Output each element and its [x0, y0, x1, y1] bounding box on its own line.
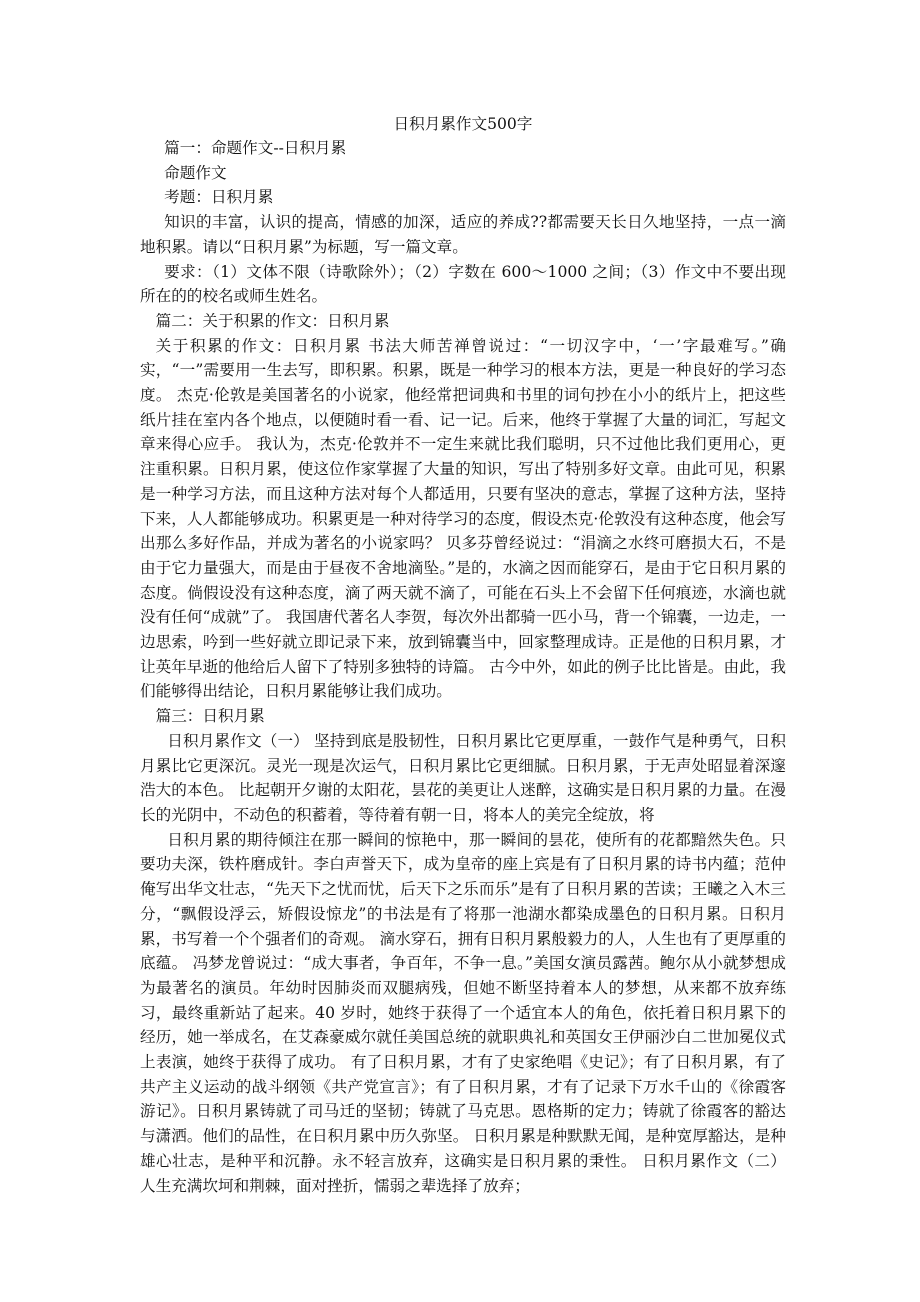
- document-title: 日积月累作文500字: [393, 115, 533, 133]
- section-three-heading: 篇三：日积月累: [155, 707, 265, 726]
- document-page: [140, 112, 786, 1198]
- paragraph: 知识的丰富，认识的提高，情感的加深，适应的养成??都需要天长日久地坚持，一点一滴地积累。请以“日积月累”为标题，写一篇文章。: [140, 213, 786, 256]
- section-two-heading: 篇二：关于积累的作文：日积月累: [155, 311, 390, 330]
- section-one-heading: 篇一：命题作文--日积月累: [164, 139, 347, 157]
- paragraph: 要求：（1）文体不限（诗歌除外）；（2）字数在 600～1000 之间；（3）作文中不要出现所在的的校名或师生姓名。: [140, 262, 786, 306]
- paragraph: 关于积累的作文：日积月累 书法大师苦禅曾说过：“一切汉字中，‘一’字最难写。”确实，“一”需要用一生去写，即积累。积累，既是一种学习的根本方法，更是一种良好的学习态度。 杰克·伦敦是美国著名的小说家，他经常把词典和书里的词句抄在小小的纸片上，把这些纸片挂在室内各个地点，以便随时看一看、记一记。后来，他终于掌握了大量的词汇，写起文章来得心应手。 我认为，杰克·伦敦并不一定生来就比我们聪明，只不过他比我们更用心，更注重积累。日积月累，使这位作家掌握了大量的知识，写出了特别多好文章。由此可见，积累是一种学习方法，而且这种方法对每个人都适用，只要有坚决的意志，掌握了这种方法，坚持下来，人人都能够成功。积累更是一种对待学习的态度，假设杰克·伦敦没有这种态度，他会写出那么多好作品，并成为著名的小说家吗？ 贝多芬曾经说过：“涓滴之水终可磨损大石，不是由于它力量强大，而是由于昼夜不舍地滴坠。”是的，水滴之因而能穿石，是由于它日积月累的态度。倘假设没有这种态度，滴了两天就不滴了，可能在石头上不会留下任何痕迹，水滴也就没有任何“成就”了。 我国唐代著名人李贺，每次外出都骑一匹小马，背一个锦囊，一边走，一边思索，吟到一些好就立即记录下来，放到锦囊当中，回家整理成诗。正是他的日积月累，才让英年早逝的他给后人留下了特别多独特的诗篇。 古今中外，如此的例子比比皆是。由此，我们能够得出结论，日积月累能够让我们成功。: [140, 336, 786, 701]
- paragraph: 考题：日积月累: [164, 188, 274, 207]
- paragraph: 日积月累作文（一） 坚持到底是股韧性，日积月累比它更厚重，一鼓作气是种勇气，日积月累比它更深沉。灵光一现是次运气，日积月累比它更细腻。日积月累，于无声处昭显着深邃浩大的本色。 比起朝开夕谢的太阳花，昙花的美更让人迷醉，这确实是日积月累的力量。在漫长的光阴中，不动色的积蓄着，等待着有朝一日，将本人的美完全绽放，将: [140, 731, 786, 824]
- paragraph: 日积月累的期待倾注在那一瞬间的惊艳中，那一瞬间的昙花，使所有的花都黯然失色。只要功夫深，铁杵磨成针。李白声誉天下，成为皇帝的座上宾是有了日积月累的诗书内蕴；范仲俺写出华文壮志，“先天下之忧而忧，后天下之乐而乐”是有了日积月累的苦读；王曦之入木三分，“飘假设浮云，矫假设惊龙”的书法是有了将那一池湖水都染成墨色的日积月累。日积月累，书写着一个个强者们的奇观。 滴水穿石，拥有日积月累般毅力的人，人生也有了更厚重的底蕴。 冯梦龙曾说过：“成大事者，争百年，不争一息。”美国女演员露茜。鲍尔从小就梦想成为最著名的演员。年幼时因肺炎而双腿病残，但她不断坚持着本人的梦想，从来都不放弃练习，最终重新站了起来。40 岁时，她终于获得了一个适宜本人的角色，依托着日积月累下的经历，她一举成名，在艾森豪威尔就任美国总统的就职典礼和英国女王伊丽沙白二世加冕仪式上表演，她终于获得了成功。 有了日积月累，才有了史家绝唱《史记》；有了日积月累，有了共产主义运动的战斗纲领《共产党宣言》；有了日积月累，才有了记录下万水千山的《徐霞客游记》。日积月累铸就了司马迁的坚韧；铸就了马克思。恩格斯的定力；铸就了徐霞客的豁达与潇洒。他们的品性，在日积月累中历久弥坚。 日积月累是种默默无闻，是种宽厚豁达，是种雄心壮志，是种平和沉静。永不轻言放弃，这确实是日积月累的秉性。 日积月累作文（二） 人生充满坎坷和荆棘，面对挫折，懦弱之辈选择了放弃；: [140, 830, 786, 1195]
- paragraph: 命题作文: [164, 163, 227, 182]
